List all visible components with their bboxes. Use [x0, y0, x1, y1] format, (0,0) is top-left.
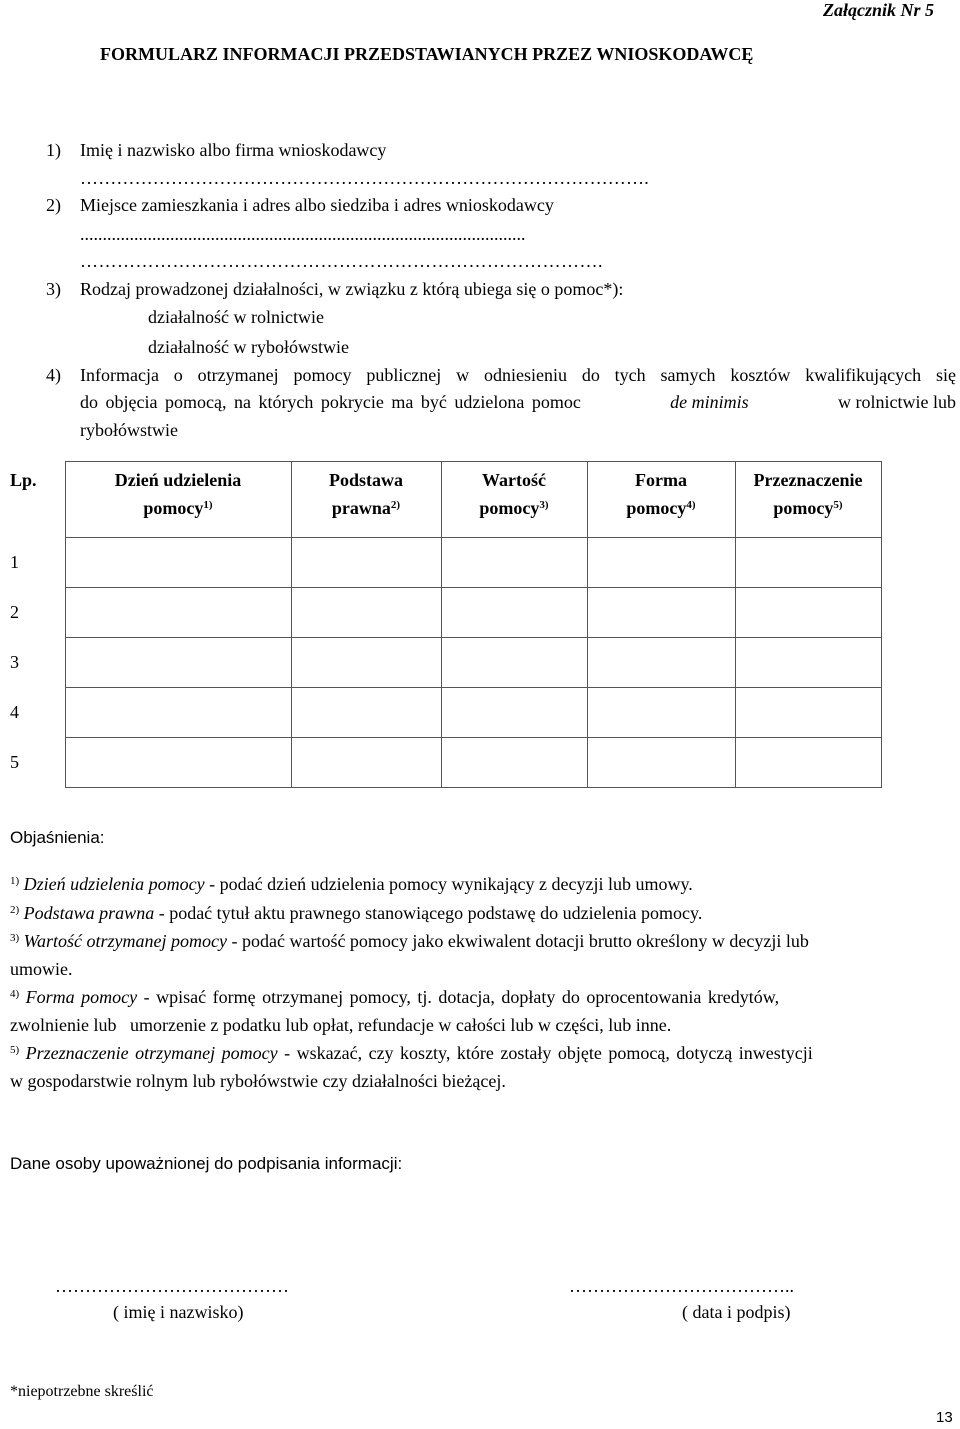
note-3-text: - podać wartość pomocy jako ekwiwalent dotacji brutto określony w decyzji lub — [226, 931, 809, 951]
note-1-marker: 1) — [10, 875, 20, 887]
cell-aid-form[interactable] — [587, 638, 735, 688]
cell-grant-date[interactable] — [65, 538, 291, 588]
cell-aid-value[interactable] — [441, 638, 587, 688]
note-4 — [10, 987, 779, 1008]
cell-aid-value[interactable] — [441, 688, 587, 738]
cell-grant-date[interactable] — [65, 738, 291, 788]
row-number: 4 — [10, 688, 65, 738]
cell-aid-form[interactable] — [587, 738, 735, 788]
header-aid-form: Forma pomocy$^{4)}$ — [587, 462, 735, 538]
note-2 — [10, 903, 702, 924]
cell-aid-value[interactable] — [441, 738, 587, 788]
signature-name-label: ( imię i nazwisko) — [113, 1302, 244, 1322]
cell-aid-purpose[interactable] — [735, 588, 881, 638]
item-2-dots-line2: …………………………………………………………………………. — [80, 251, 603, 271]
cell-legal-basis[interactable] — [291, 738, 441, 788]
cell-aid-form[interactable] — [587, 538, 735, 588]
signature-date-label: ( data i podpis) — [682, 1302, 791, 1322]
item-2-number: 2) — [46, 195, 61, 215]
item-4-line-2-end: w rolnictwie lub — [838, 392, 956, 412]
cell-aid-purpose[interactable] — [735, 738, 881, 788]
cell-grant-date[interactable] — [65, 588, 291, 638]
item-1-dots: …………………………………………………………………………………. — [80, 168, 649, 188]
item-4-de-minimis: de minimis — [670, 392, 749, 412]
item-2-label: Miejsce zamieszkania i adres albo siedziba i adres wnioskodawcy — [80, 195, 554, 215]
cell-aid-purpose[interactable] — [735, 638, 881, 688]
note-3 — [10, 931, 809, 952]
row-number: 3 — [10, 638, 65, 688]
item-1-number: 1) — [46, 140, 61, 160]
note-3-continuation: umowie. — [10, 959, 73, 979]
note-5-text: - wskazać, czy koszty, które zostały objęte pomocą, dotyczą inwestycji — [277, 1043, 813, 1063]
form-title: FORMULARZ INFORMACJI PRZEDSTAWIANYCH PRZEZ WNIOSKODAWCĘ — [100, 44, 754, 64]
note-1-term: Dzień udzielenia pomocy — [23, 874, 205, 894]
footnote: *niepotrzebne skreślić — [10, 1383, 154, 1400]
signature-heading: Dane osoby upoważnionej do podpisania informacji: — [10, 1154, 403, 1173]
cell-legal-basis[interactable] — [291, 538, 441, 588]
annex-label: Załącznik Nr 5 — [823, 0, 935, 20]
cell-aid-purpose[interactable] — [735, 688, 881, 738]
header-aid-purpose: Przeznaczenie pomocy$^{5)}$ — [735, 462, 881, 538]
note-2-text: - podać tytuł aktu prawnego stanowiącego podstawę do udzielenia pomocy. — [154, 903, 703, 923]
cell-legal-basis[interactable] — [291, 688, 441, 738]
table-row — [10, 738, 881, 788]
cell-legal-basis[interactable] — [291, 588, 441, 638]
table-header-row — [10, 462, 881, 538]
note-1-text: - podać dzień udzielenia pomocy wynikający z decyzji lub umowy. — [204, 874, 693, 894]
cell-aid-value[interactable] — [441, 538, 587, 588]
note-4-marker: 4) — [10, 988, 20, 1000]
cell-legal-basis[interactable] — [291, 638, 441, 688]
aid-table — [10, 461, 882, 788]
row-number: 1 — [10, 538, 65, 588]
cell-grant-date[interactable] — [65, 638, 291, 688]
item-4-line-2 — [80, 392, 956, 413]
note-5-term: Przeznaczenie otrzymanej pomocy — [25, 1043, 278, 1063]
note-5-marker: 5) — [10, 1044, 20, 1056]
note-2-marker: 2) — [10, 904, 20, 916]
item-3-label: Rodzaj prowadzonej działalności, w związku z którą ubiega się o pomoc*): — [80, 279, 624, 299]
cell-aid-form[interactable] — [587, 688, 735, 738]
note-3-term: Wartość otrzymanej pomocy — [23, 931, 227, 951]
item-4-line-1: Informacja o otrzymanej pomocy publicznej w odniesieniu do tych samych kosztów kwalifikujących się — [80, 365, 956, 385]
note-1 — [10, 874, 693, 895]
cell-grant-date[interactable] — [65, 688, 291, 738]
header-aid-value: Wartość pomocy$^{3)}$ — [441, 462, 587, 538]
notes-heading: Objaśnienia: — [10, 828, 105, 847]
cell-aid-purpose[interactable] — [735, 538, 881, 588]
row-number: 5 — [10, 738, 65, 788]
note-4-text: - wpisać formę otrzymanej pomocy, tj. dotacja, dopłaty do oprocentowania kredytów, — [137, 987, 780, 1007]
note-4-term: Forma pomocy — [25, 987, 138, 1007]
note-5 — [10, 1043, 813, 1064]
cell-aid-form[interactable] — [587, 588, 735, 638]
item-3-option-agriculture: działalność w rolnictwie — [148, 307, 324, 327]
note-3-marker: 3) — [10, 932, 20, 944]
item-4-line-2-text: do objęcia pomocą, na których pokrycie ma być udzielona pomoc — [80, 392, 581, 412]
page-number: 13 — [936, 1409, 953, 1426]
note-5-continuation: w gospodarstwie rolnym lub rybołówstwie czy działalności bieżącej. — [10, 1071, 506, 1091]
note-2-term: Podstawa prawna — [23, 903, 155, 923]
table-row — [10, 538, 881, 588]
table-row — [10, 688, 881, 738]
item-2-dots-line1: ................................................................................................... — [80, 224, 526, 244]
header-legal-basis: Podstawa prawna$^{2)}$ — [291, 462, 441, 538]
item-1-label: Imię i nazwisko albo firma wnioskodawcy — [80, 140, 387, 160]
item-4-line-3: rybołówstwie — [80, 420, 178, 440]
row-number: 2 — [10, 588, 65, 638]
table-row — [10, 588, 881, 638]
signature-name-line[interactable]: ………………………………… — [55, 1276, 289, 1296]
table-row — [10, 638, 881, 688]
header-lp: Lp. — [10, 462, 65, 538]
note-4-continuation: zwolnienie lub umorzenie z podatku lub opłat, refundacje w całości lub w części, lub inne. — [10, 1015, 672, 1035]
cell-aid-value[interactable] — [441, 588, 587, 638]
item-3-option-fishery: działalność w rybołówstwie — [148, 337, 349, 357]
item-4-number: 4) — [46, 365, 61, 385]
header-grant-date: Dzień udzielenia pomocy$^{1)}$ — [65, 462, 291, 538]
signature-date-line[interactable]: ……………………………….. — [569, 1276, 794, 1296]
item-3-number: 3) — [46, 279, 61, 299]
